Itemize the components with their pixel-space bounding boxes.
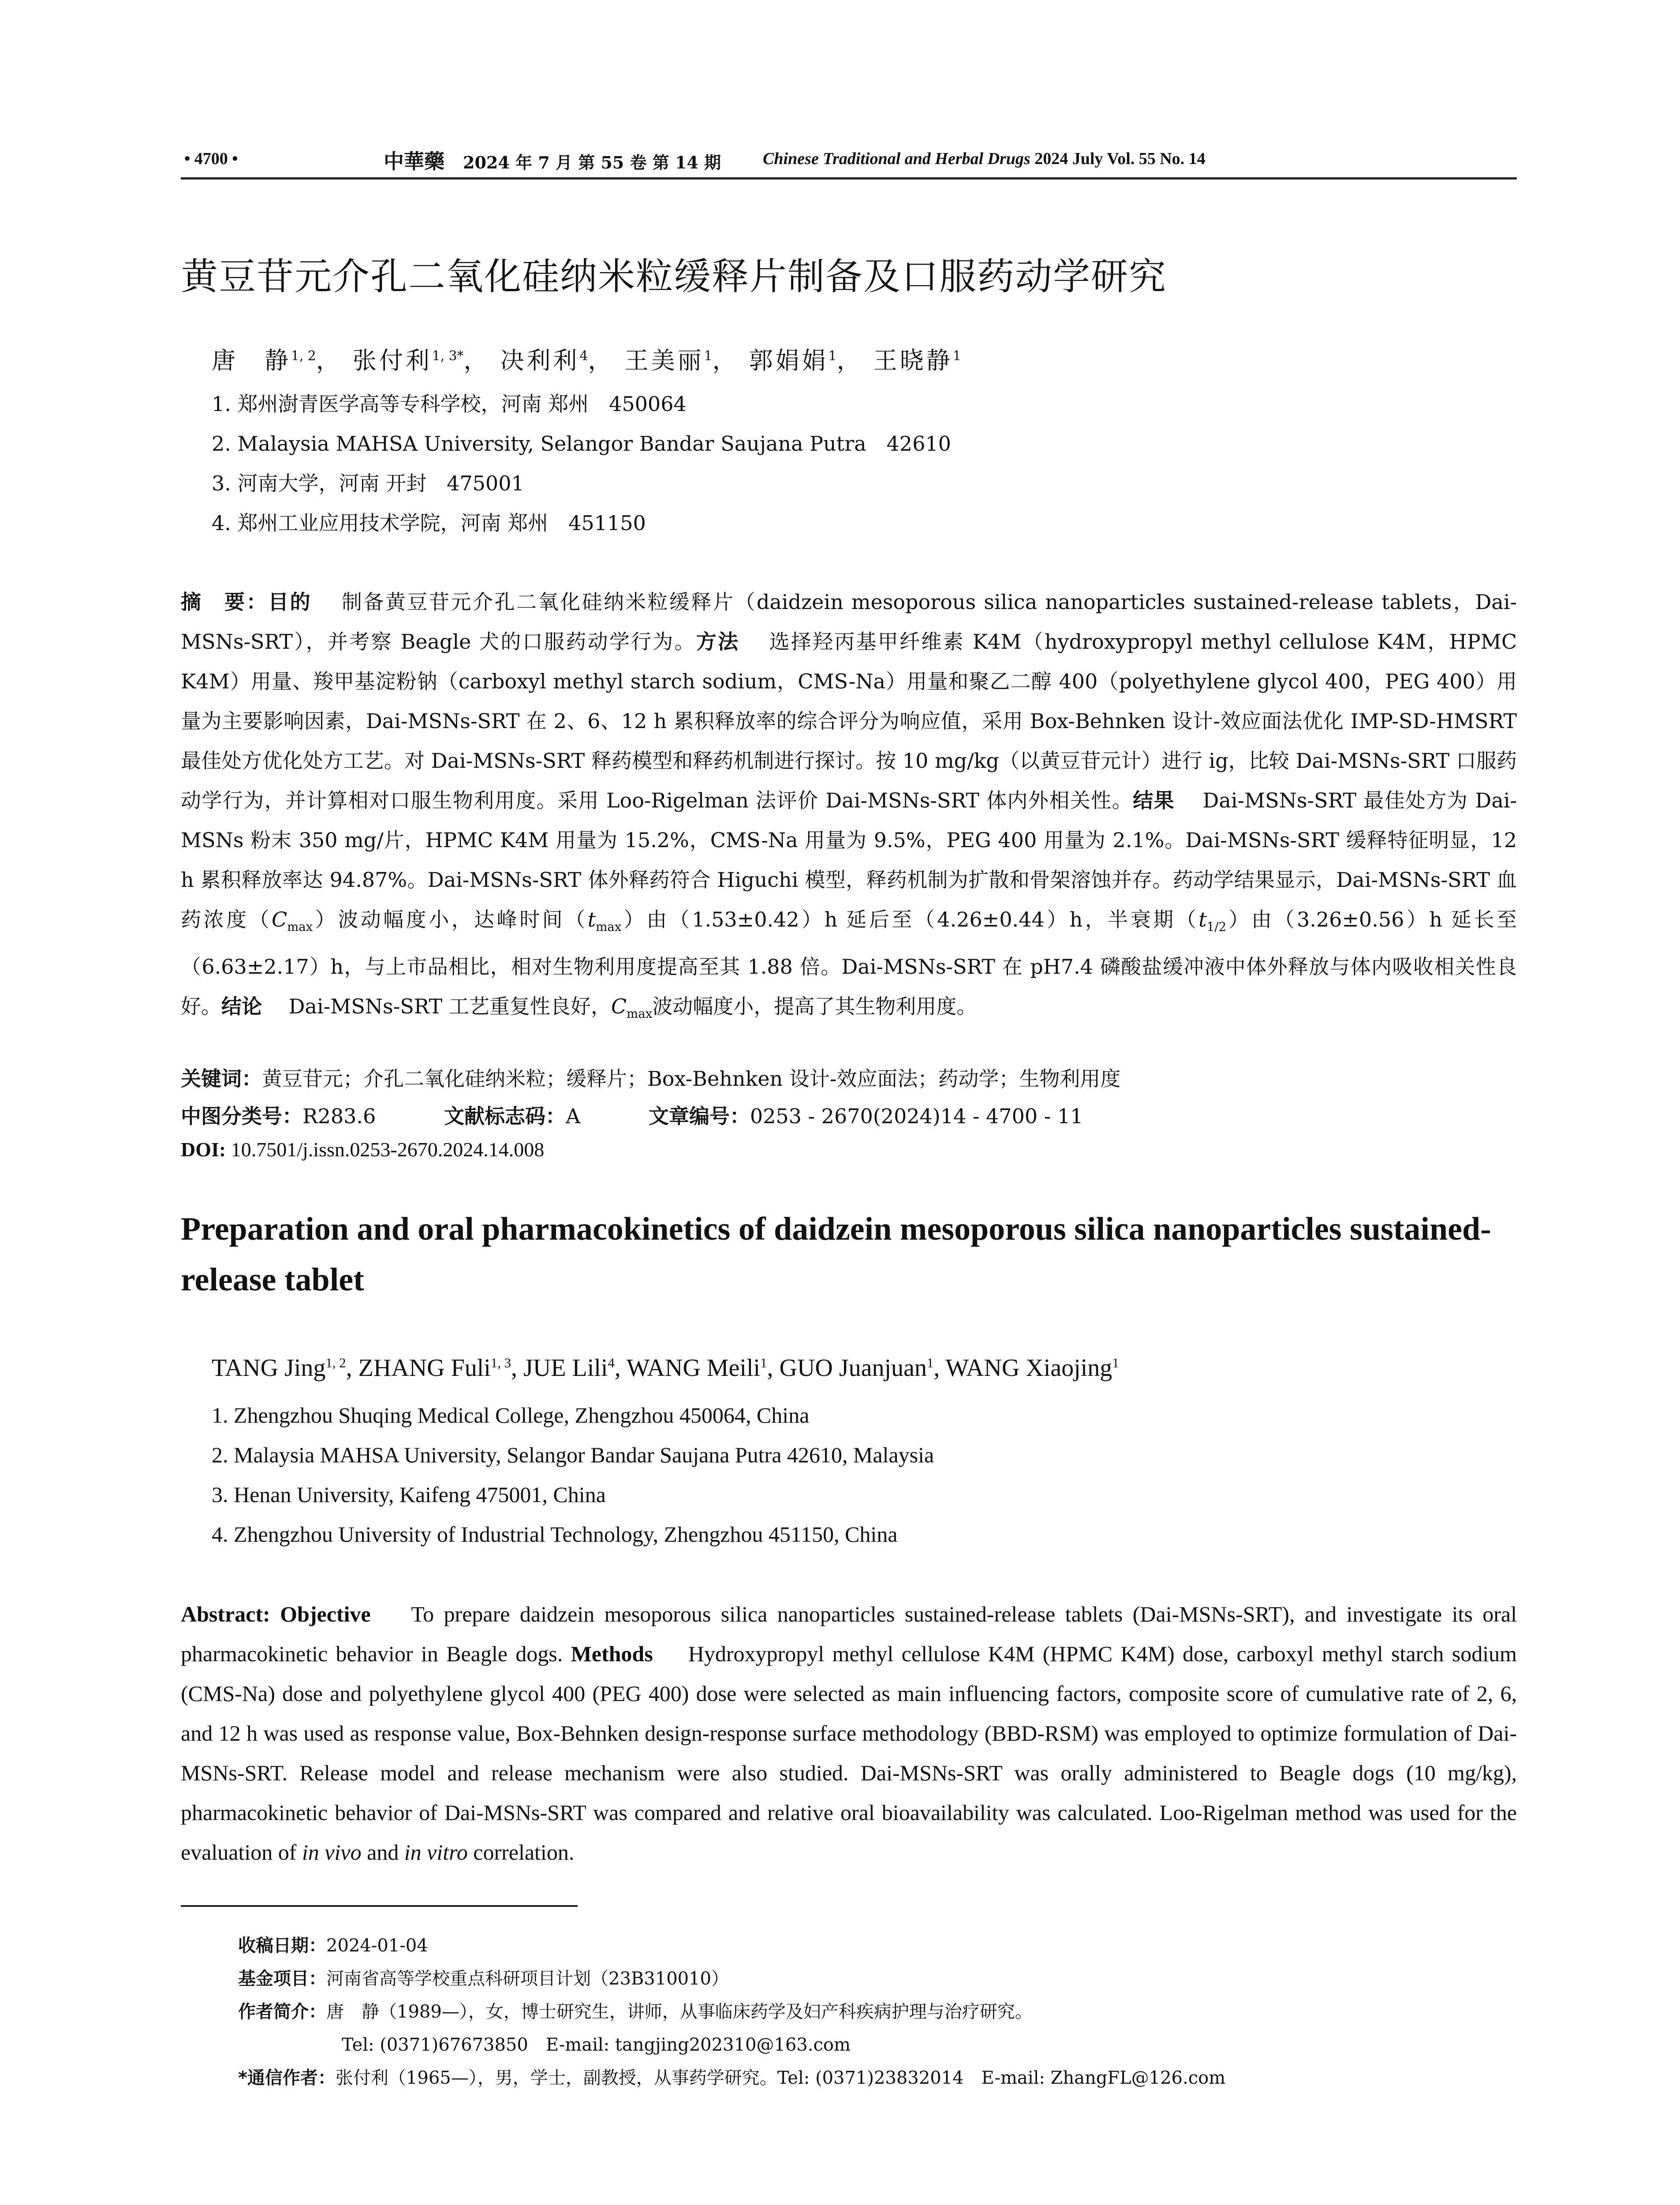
- keywords-label: 关键词：: [181, 1067, 262, 1091]
- results-text: Dai-MSNs-SRT 最佳处方为 Dai-MSNs 粉末 350 mg/片，HPMC K4M 用量为 15.2%，CMS-Na 用量为 9.5%，PEG 400 用量为 2.1%。Dai-MSNs-SRT 缓释特征明显，12 h 累积释放率达 94.87%。Dai-MSNs-SRT 体外释药符合 Higuchi 模型，释药机制为扩散和骨架溶蚀并存。药动学结果显示，Dai-MSNs-SRT 血药浓度$(C_{max})$波动幅度小，达峰时间$(t_{max})$由（1.53±0.42）h 延后至（4.26±0.44）h，半衰期$(t_{1/2})$由（3.26±0.56）h 延长至（6.63±2.17）h，与上市品相比，相对生物利用度提高至其 1.88 倍。Dai-MSNs-SRT 在 pH7.4 磷酸盐缓冲液中体外释放与体内吸收相关性良好。: [181, 789, 1517, 1019]
- issue-date-cn: 2024 年 7 月 第 55 卷 第 14 期: [463, 153, 721, 172]
- objective-label: 目的: [268, 590, 312, 614]
- journal-logo-cn: 中華藥: [384, 149, 444, 173]
- footnote-divider: [181, 1905, 578, 1907]
- running-header: [181, 146, 1517, 179]
- author: 唐 静$^{1, 2}$: [212, 347, 316, 374]
- methods-text: Hydroxypropyl methyl cellulose K4M (HPMC K4M) dose, carboxyl methyl starch sodium (CMS-Na) dose and polyethylene glycol 400 (PEG 400) dose were selected as main influencing factors, composite score of cumulative rate of 2, 6, and 12 h was used as response value, Box-Behnken design-response surface methodology (BBD-RSM) was employed to optimize formulation of Dai-MSNs-SRT. Release model and release mechanism were also studied. Dai-MSNs-SRT was orally administered to Beagle dogs (10 mg/kg), pharmacokinetic behavior of Dai-MSNs-SRT was compared and relative oral bioavailability was calculated. Loo-Rigelman method was used for the evaluation of in vivo and in vitro correlation.: [181, 1641, 1517, 1865]
- author: 王晓静$^1$: [873, 347, 961, 374]
- footnote-author: 作者简介：唐 静（1989—），女，博士研究生，讲师，从事临床药学及妇产科疾病护理与治疗研究。: [238, 2002, 1033, 2022]
- author: GUO Juanjuan$^1$: [779, 1354, 934, 1382]
- methods-label: Methods: [571, 1641, 653, 1666]
- affiliation-en: 3. Henan University, Kaifeng 475001, China: [212, 1482, 606, 1507]
- abstract-objective-label: Abstract: Objective: [181, 1602, 371, 1626]
- methods-text: 选择羟丙基甲纤维素 K4M（hydroxypropyl methyl cellulose K4M，HPMC K4M）用量、羧甲基淀粉钠（carboxyl methyl starch sodium，CMS-Na）用量和聚乙二醇 400（polyethylene glycol 400，PEG 400）用量为主要影响因素，Dai-MSNs-SRT 在 2、6、12 h 累积释放率的综合评分为响应值，采用 Box-Behnken 设计-效应面法优化 IMP-SD-HMSRT 最佳处方优化处方工艺。对 Dai-MSNs-SRT 释药模型和释药机制进行探讨。按 10 mg/kg（以黄豆苷元计）进行 ig，比较 Dai-MSNs-SRT 口服药动学行为，并计算相对口服生物利用度。采用 Loo-Rigelman 法评价 Dai-MSNs-SRT 体内外相关性。: [181, 630, 1517, 812]
- affiliation-cn: 3. 河南大学，河南 开封 475001: [212, 471, 524, 495]
- author: 王美丽$^1$: [624, 347, 713, 374]
- author: WANG Xiaojing$^1$: [945, 1354, 1119, 1382]
- abstract-cn: [181, 582, 1517, 1034]
- conclusion-text: Dai-MSNs-SRT 工艺重复性良好，$C_{max}$波动幅度小，提高了其生物利用度。: [288, 994, 977, 1021]
- footnote-received: 收稿日期：2024-01-04: [238, 1936, 428, 1956]
- footnote-author-contact: Tel: (0371)67673850 E-mail: tangjing202310@163.com: [342, 2035, 851, 2055]
- affiliation-cn: 1. 郑州澍青医学高等专科学校，河南 郑州 450064: [212, 392, 687, 416]
- title-en: Preparation and oral pharmacokinetics of daidzein mesoporous silica nanoparticles sustained-release tablet: [181, 1211, 1491, 1298]
- abstract-en: [181, 1594, 1517, 1872]
- author: JUE Lili$^4$: [523, 1354, 615, 1382]
- author: ZHANG Fuli$^{1, 3}$: [358, 1354, 511, 1382]
- affiliation-en: 4. Zhengzhou University of Industrial Technology, Zhengzhou 451150, China: [212, 1522, 898, 1547]
- results-label: 结果: [1133, 789, 1175, 812]
- conclusion-label: 结论: [221, 994, 262, 1019]
- affiliation-cn: 2. Malaysia MAHSA University, Selangor Bandar Saujana Putra 42610: [212, 432, 951, 456]
- classification-line: [181, 1100, 1517, 1129]
- affiliation-en: 2. Malaysia MAHSA University, Selangor Bandar Saujana Putra 42610, Malaysia: [212, 1443, 934, 1467]
- title-cn: 黄豆苷元介孔二氧化硅纳米粒缓释片制备及口服药动学研究: [181, 255, 1167, 298]
- authors-cn: 唐 静$^{1, 2}$， 张付利$^{1, 3*}$， 决利利$^4$， 王美丽$^1$， 郭娟娟$^1$， 王晓静$^1$: [212, 347, 961, 374]
- authors-en: TANG Jing$^{1, 2}$, ZHANG Fuli$^{1, 3}$, JUE Lili$^4$, WANG Meili$^1$, GUO Juanjuan$^1$, WANG Xiaojing$^1$: [212, 1354, 1119, 1382]
- page-number: • 4700 •: [184, 149, 238, 168]
- methods-label: 方法: [696, 630, 740, 654]
- footnote-fund: 基金项目：河南省高等学校重点科研项目计划（23B310010）: [238, 1969, 729, 1989]
- journal-name-en: Chinese Traditional and Herbal Drugs 2024 July Vol. 55 No. 14: [763, 149, 1206, 168]
- keywords-value: 黄豆苷元；介孔二氧化硅纳米粒；缓释片；Box-Behnken 设计-效应面法；药动学；生物利用度: [262, 1067, 1121, 1091]
- objective-text: To prepare daidzein mesoporous silica nanoparticles sustained-release tablets (Dai-MSNs-SRT), and investigate its oral pharmacokinetic behavior in Beagle dogs.: [181, 1602, 1517, 1666]
- abstract-label: 摘 要：: [181, 590, 269, 614]
- author: 张付利$^{1, 3*}$: [352, 347, 464, 374]
- objective-text: 制备黄豆苷元介孔二氧化硅纳米粒缓释片（daidzein mesoporous silica nanoparticles sustained-release tablets，Dai-MSNs-SRT），并考察 Beagle 犬的口服药动学行为。: [181, 590, 1517, 654]
- author: 郭娟娟$^1$: [749, 347, 837, 374]
- document-code: 文献标志码：A: [444, 1104, 581, 1128]
- author: WANG Meili$^1$: [626, 1354, 767, 1382]
- author: 决利利$^4$: [500, 347, 588, 374]
- footnote-corresponding: *通信作者：张付利（1965—），男，学士，副教授，从事药学研究。Tel: (0371)23832014 E-mail: ZhangFL@126.com: [238, 2068, 1226, 2088]
- author: TANG Jing$^{1, 2}$: [212, 1354, 346, 1382]
- keywords-cn: [181, 1063, 1517, 1092]
- clc-code: 中图分类号：R283.6: [181, 1104, 376, 1128]
- article-number: 文章编号：0253 - 2670(2024)14 - 4700 - 11: [648, 1104, 1083, 1128]
- affiliation-cn: 4. 郑州工业应用技术学院，河南 郑州 451150: [212, 511, 646, 535]
- affiliation-en: 1. Zhengzhou Shuqing Medical College, Zhengzhou 450064, China: [212, 1403, 810, 1428]
- doi: DOI: 10.7501/j.issn.0253-2670.2024.14.008: [181, 1138, 545, 1161]
